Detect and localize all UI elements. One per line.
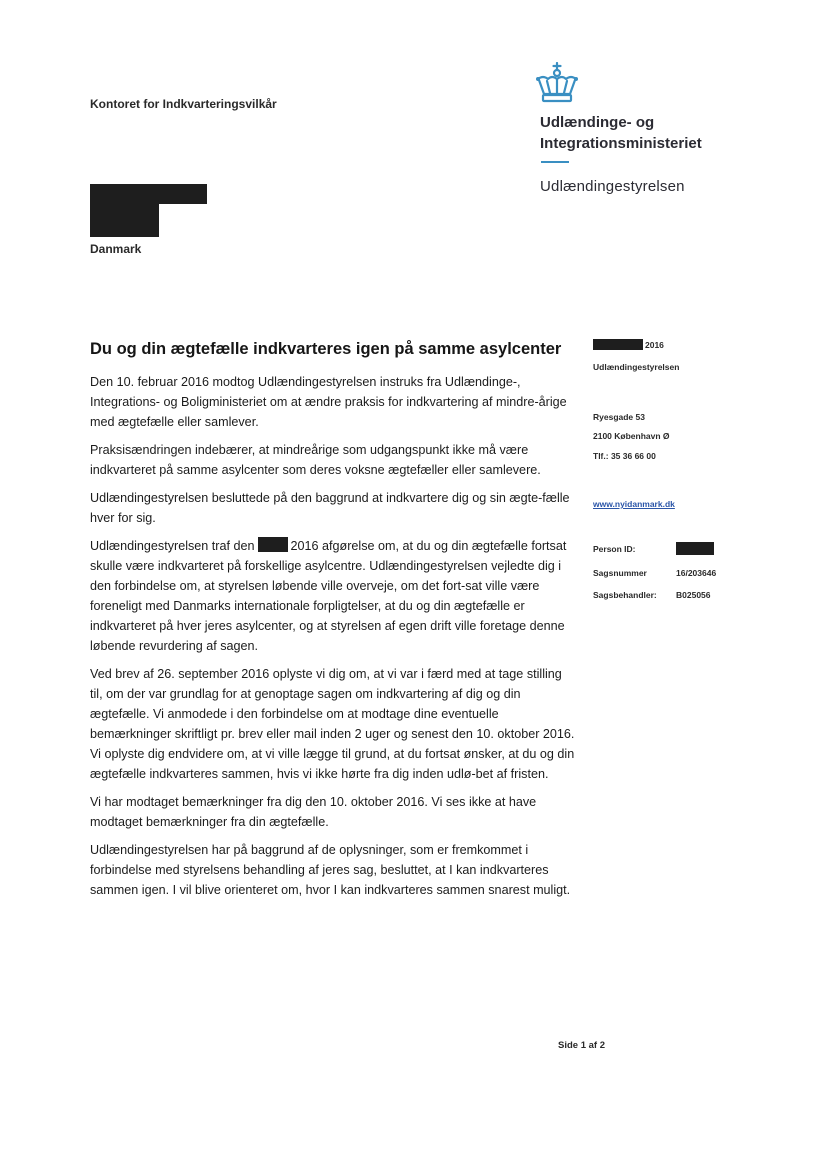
page-number: Side 1 af 2 [558, 1040, 605, 1051]
ministry-name [540, 112, 702, 154]
ministry-line-1: Udlændinge- og [540, 114, 655, 131]
letter-title: Du og din ægtefælle indkvarteres igen på samme asylcenter [90, 340, 562, 358]
case-number-label: Sagsnummer [593, 568, 647, 578]
office-name: Kontoret for Indkvarteringsvilkår [90, 97, 277, 111]
letter-date-year: 2016 [645, 340, 664, 350]
paragraph-4-start: Udlændingestyrelsen traf den [90, 539, 255, 553]
paragraph-3: Udlændingestyrelsen besluttede på den baggrund at indkvartere dig og sin ægte-fælle hver for sig. [90, 491, 570, 525]
case-number: 16/203646 [676, 568, 717, 578]
paragraph-5: Ved brev af 26. september 2016 oplyste vi dig om, at vi var i færd med at tage stilling til, om der var grundlag for at genoptage sagen om indkvartering af dig og din ægtefælle. Vi anmodede i den forbindelse om at modtage dine eventuelle bemærkninger skriftligt pr. brev eller mail inden 2 uger og senest den 10. oktober 2016. Vi oplyste dig endvidere om, at vi ville lægge til grund, at du fortsat ønsker, at du og din ægtefælle indkvarteres sammen, hvis vi ikke hørte fra dig inden udlø-bet af fristen. [90, 667, 575, 781]
letter-body [90, 372, 575, 908]
redacted-recipient-address [90, 203, 159, 237]
phone-number: Tlf.: 35 36 66 00 [593, 451, 656, 461]
ministry-divider [541, 161, 569, 163]
redacted-person-id [676, 542, 714, 555]
paragraph-4 [90, 536, 575, 656]
redacted-letter-date [593, 339, 643, 350]
caseworker-id: B025056 [676, 590, 711, 600]
paragraph-7: Udlændingestyrelsen har på baggrund af de oplysninger, som er fremkommet i forbindelse med styrelsens behandling af jeres sag, besluttet, at I kan indkvarteres sammen igen. I vil blive orienteret om, hvor I kan indkvarteres sammen snarest muligt. [90, 843, 571, 897]
address-city: 2100 København Ø [593, 431, 670, 441]
recipient-country: Danmark [90, 242, 142, 256]
ministry-line-2: Integrationsministeriet [540, 135, 702, 152]
address-street: Ryesgade 53 [593, 412, 645, 422]
paragraph-1: Den 10. februar 2016 modtog Udlændingestyrelsen instruks fra Udlændinge-, Integrations- og Boligministeriet om at ændre praksis for indkvartering af mindre-årige med ægtefælle eller samlever. [90, 375, 567, 429]
person-id-label: Person ID: [593, 544, 636, 554]
crown-icon [534, 62, 580, 104]
sidebar-agency: Udlændingestyrelsen [593, 362, 680, 372]
redacted-recipient-name [90, 184, 207, 204]
paragraph-6: Vi har modtaget bemærkninger fra dig den 10. oktober 2016. Vi ses ikke at have modtaget bemærkninger fra din ægtefælle. [90, 795, 537, 829]
redacted-date [258, 537, 288, 552]
paragraph-4-rest: 2016 afgørelse om, at du og din ægtefælle fortsat skulle være indkvarteret på forskellige asylcentre. Udlændingestyrelsen vejledte dig i den forbindelse om, at styrelsen løbende ville overveje, om det fort-sat ville være foreneligt med Danmarks internationale forpligtelser, at du og din ægtefælle er indkvarteret på hver jeres asylcenter, og at styrelsen af egen drift ville foretage denne løbende revurdering af sagen. [90, 539, 567, 653]
website-link[interactable]: www.nyidanmark.dk [593, 499, 675, 509]
agency-name: Udlændingestyrelsen [540, 178, 685, 195]
caseworker-label: Sagsbehandler: [593, 590, 657, 600]
paragraph-2: Praksisændringen indebærer, at mindreårige som udgangspunkt ikke må være indkvarteret på samme asylcenter som deres voksne ægtefæller eller samlevere. [90, 443, 541, 477]
